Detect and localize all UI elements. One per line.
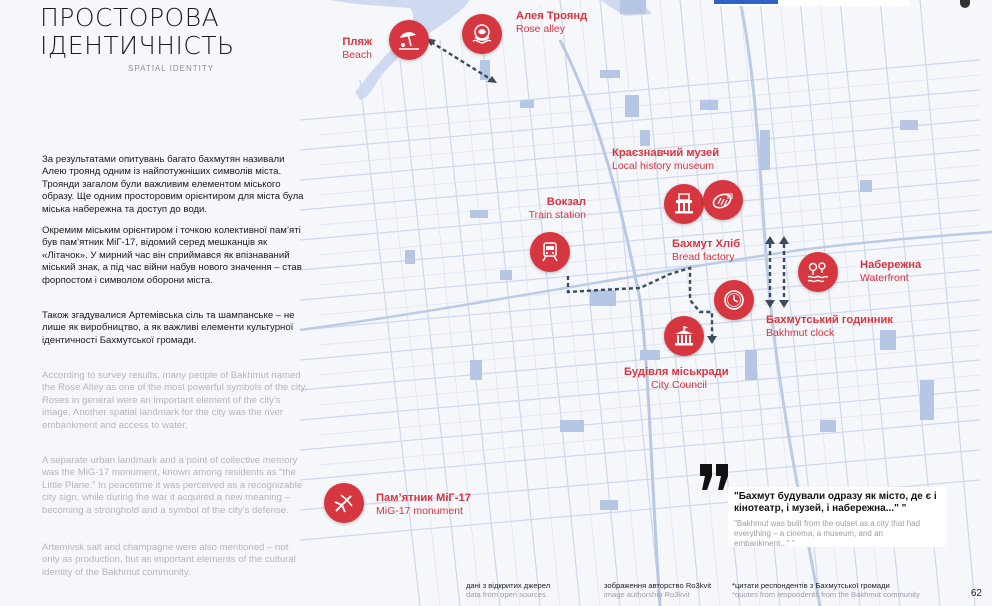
council-label xyxy=(624,366,729,392)
rose-alley-label-ua: Алея Троянд xyxy=(516,10,588,22)
footer-quotes-en: *quotes from respondents from the Bakhmut community xyxy=(732,590,920,599)
ua-paragraph-1: За результатами опитувань багато бахмутян називали Алею троянд одним із найпотужніших символів міста. Троянди загалом були важливим елементом міського образу. Ще одним просторовим орієнтиром для міста була міська набережна та доступ до води. xyxy=(42,154,304,215)
council-label-ua: Будівля міськради xyxy=(624,366,729,378)
city-hall-icon xyxy=(671,323,697,349)
train-icon xyxy=(538,240,562,264)
title-line-2: ІДЕНТИЧНІСТЬ xyxy=(40,31,235,60)
footer-images-en: image authorship Ro3kvit xyxy=(604,590,690,599)
page-number: 62 xyxy=(970,588,982,599)
ua-paragraph-3: Також згадувалися Артемівська сіль та шампанське – не лише як виробництво, а як важливі елементи культурної ідентичності Бахмутської громади. xyxy=(42,310,295,346)
en-paragraph-3: Artemivsk salt and champagne were also mentioned – not only as production, but as important elements of the cultural identity of the Bakhmut community. xyxy=(42,542,296,578)
clock-label-en: Bakhmut clock xyxy=(766,327,835,339)
bread-marker[interactable] xyxy=(703,180,743,220)
beach-umbrella-icon xyxy=(397,28,421,52)
council-marker[interactable] xyxy=(664,316,704,356)
quote-icon xyxy=(698,462,732,492)
footer-quotes xyxy=(732,581,920,599)
museum-building-icon xyxy=(671,191,697,217)
footer-images-ua: зображення авторство Ro3kvit xyxy=(604,581,712,590)
title-line-1: ПРОСТОРОВА xyxy=(40,3,220,32)
station-label-ua: Вокзал xyxy=(546,196,586,208)
footer-sources-ua: дані з відкритих джерел xyxy=(466,581,551,590)
quote-box xyxy=(728,487,946,547)
clock-icon xyxy=(721,287,747,313)
clock-marker[interactable] xyxy=(714,280,754,320)
jet-plane-icon xyxy=(331,490,357,516)
waterfront-label xyxy=(860,259,921,285)
council-label-en: City Council xyxy=(651,379,708,391)
station-marker[interactable] xyxy=(530,232,570,272)
bread-label-ua: Бахмут Хліб xyxy=(672,238,741,250)
footer-quotes-ua: *цитати респондентів з Бахмутської громади xyxy=(732,581,890,590)
museum-label-ua: Краєзнавчий музей xyxy=(612,147,720,159)
bread-icon xyxy=(710,187,736,213)
top-tab-active xyxy=(714,0,778,4)
quote-text-en: "Bakhmut was built from the outset as a city that had everything – a cinema, a museum, and an embankment..." " xyxy=(734,518,921,548)
footer-sources xyxy=(466,581,550,599)
clock-label xyxy=(766,314,893,340)
en-paragraph-2: A separate urban landmark and a point of collective memory was the MiG-17 monument, known among residents as “the Little Plane.” In peacetime it was perceived as a recognizable city sign, while during the war it acquired a new meaning – becoming a stronghold and a symbol of the city’s defense. xyxy=(42,455,303,516)
mig-label-en: MiG-17 monument xyxy=(376,505,463,517)
rose-icon xyxy=(469,21,495,47)
clock-label-ua: Бахмутський годинник xyxy=(766,314,894,326)
museum-label xyxy=(612,147,719,173)
beach-label xyxy=(300,36,372,62)
mig-label xyxy=(376,492,471,518)
footer-images xyxy=(604,581,711,599)
waterfront-icon xyxy=(805,259,831,285)
en-paragraph-1: According to survey results, many people of Bakhmut named the Rose Alley as one of the most powerful symbols of the city. Roses in general were an important element of the city’s image. Another spatial landmark for the city was the river embankment and access to water. xyxy=(42,370,308,431)
bread-label xyxy=(672,238,740,264)
mig-marker[interactable] xyxy=(324,483,364,523)
waterfront-label-en: Waterfront xyxy=(860,272,909,284)
rose-alley-label-en: Rose alley xyxy=(516,23,566,35)
beach-marker[interactable] xyxy=(389,20,429,60)
museum-label-en: Local history museum xyxy=(612,160,715,172)
footer-sources-en: data from open sources xyxy=(466,590,546,599)
rose-alley-label xyxy=(516,10,587,36)
station-label-en: Train station xyxy=(528,209,586,221)
beach-label-ua: Пляж xyxy=(342,36,372,48)
page-title xyxy=(40,4,235,60)
beach-label-en: Beach xyxy=(342,49,372,61)
page-subtitle: SPATIAL IDENTITY xyxy=(128,64,215,73)
mig-label-ua: Пам’ятник МіГ-17 xyxy=(376,492,471,504)
waterfront-marker[interactable] xyxy=(798,252,838,292)
rose-alley-marker[interactable] xyxy=(462,14,502,54)
bread-label-en: Bread factory xyxy=(672,251,735,263)
quote-text-ua: "Бахмут будували одразу як місто, де є і кінотеатр, і музей, і набережна..." " xyxy=(734,491,937,515)
station-label xyxy=(500,196,586,222)
ua-paragraph-2: Окремим міським орієнтиром і точкою колективної пам’яті був пам’ятник МіГ-17, відомий серед мешканців як «Літачок». У мирний час він сприймався як впізнаваний міський знак, а під час війни набув нового значення – став форпостом і символом оборони міста. xyxy=(42,225,302,286)
museum-marker[interactable] xyxy=(664,184,704,224)
waterfront-label-ua: Набережна xyxy=(860,259,922,271)
